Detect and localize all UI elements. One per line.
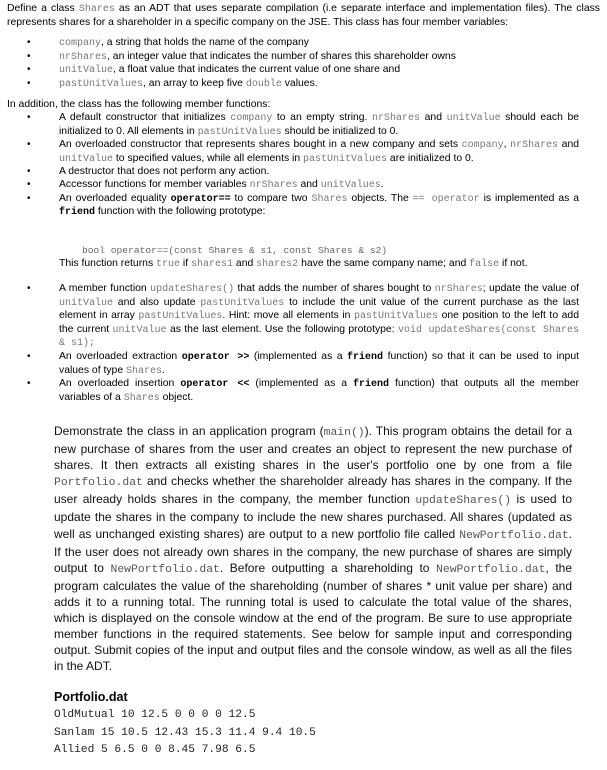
text-run: and xyxy=(297,178,321,190)
text-run: have the same company name; and xyxy=(298,258,470,269)
list-item xyxy=(0,179,607,193)
file-line: Allied 5 6.5 0 0 8.45 7.98 6.5 xyxy=(54,744,256,757)
text-run: A member function xyxy=(59,283,151,294)
text-run: . xyxy=(380,178,384,190)
text-run: (implemented as a xyxy=(249,378,353,390)
text-run: and xyxy=(558,139,580,151)
list-item xyxy=(0,64,607,78)
text-run: one position to the left to add the current xyxy=(59,310,579,335)
code-run: unitValue xyxy=(446,113,501,124)
text-run: . Hint: move all elements in xyxy=(222,310,354,322)
bullet-icon: • xyxy=(27,50,31,62)
text-run: function with the following prototype: xyxy=(95,206,266,218)
code-run: nrShares xyxy=(434,284,483,295)
text-run: function) so that it can be used to input values of type xyxy=(59,350,579,376)
keyword-run: friend xyxy=(59,207,96,219)
member-name: unitValue xyxy=(59,65,114,77)
code-run: == operator xyxy=(412,193,480,205)
keyword-run: operator== xyxy=(170,193,231,205)
equality-prototype: bool operator==(const Shares & s1, const Shares & s2) xyxy=(82,245,388,256)
bullet-icon: • xyxy=(27,139,31,151)
text-run: (implemented as a xyxy=(249,350,348,362)
member-desc: , a float value that indicates the current value of one share and xyxy=(113,64,401,76)
file-line: Sanlam 15 10.5 12.43 15.3 11.4 9.4 10.5 xyxy=(54,726,316,739)
code-run: pastUnitValues xyxy=(138,311,223,323)
member-desc-end: values. xyxy=(281,77,318,89)
text-run: An overloaded extraction xyxy=(59,350,182,362)
code-run: Shares xyxy=(311,193,348,205)
text-run: and also update xyxy=(113,296,201,308)
code-run: true xyxy=(156,259,181,270)
list-item xyxy=(0,166,607,179)
text-run: object. xyxy=(159,391,194,403)
code-run: NewPortfolio.dat xyxy=(436,563,546,576)
intro-text-pre: Define a class xyxy=(7,3,79,14)
text-run: if not. xyxy=(499,258,528,269)
text-run: . Before outputting a shareholding to xyxy=(219,560,437,575)
text-run: A destructor that does not perform any action. xyxy=(59,166,270,178)
text-run: objects. The xyxy=(347,192,413,204)
code-run: updateShares() xyxy=(150,284,235,295)
text-run: should be initialized to 0. xyxy=(281,125,399,137)
text-run: This function returns xyxy=(59,258,157,269)
bullet-icon: • xyxy=(27,178,31,190)
code-run: pastUnitValues xyxy=(303,153,388,165)
member-desc: , a string that holds the name of the company xyxy=(101,37,309,48)
code-run: false xyxy=(469,259,500,270)
text-run: to an empty string. xyxy=(272,112,373,123)
bullet-icon: • xyxy=(27,112,31,123)
text-run: A default constructor that initializes xyxy=(59,112,231,123)
code-run: unitValue xyxy=(59,297,114,309)
bullet-icon: • xyxy=(27,192,31,204)
text-run: to include the unit value of the current purchase as the last element in array xyxy=(59,296,579,322)
list-item xyxy=(0,193,607,220)
list-item xyxy=(0,78,607,92)
code-run: nrShares xyxy=(510,140,559,152)
code-run: updateShares() xyxy=(415,495,512,508)
member-functions-list xyxy=(0,112,607,220)
keyword-run: operator >> xyxy=(181,351,250,363)
code-run: Shares xyxy=(123,392,160,404)
code-run: main() xyxy=(323,427,365,439)
equality-description xyxy=(59,258,579,272)
text-run: should each be initialized to 0. All elements in xyxy=(59,112,580,137)
bullet-icon: • xyxy=(27,64,31,76)
bullet-icon: • xyxy=(27,166,31,178)
intro-text-post: as an ADT that uses separate compilation (i.e separate interface and implementation files). The class represents shares for a shareholder in a specific company on the JSE. This class has four member variables: xyxy=(7,3,600,28)
code-run: void updateShares(const Shares & s1); xyxy=(59,324,579,350)
file-contents xyxy=(54,707,316,760)
bullet-icon: • xyxy=(27,350,31,362)
code-run: nrShares xyxy=(372,113,421,124)
bullet-icon: • xyxy=(27,283,31,294)
text-run: and xyxy=(233,258,257,269)
file-title: Portfolio.dat xyxy=(54,690,128,704)
intro-class-name: Shares xyxy=(78,4,115,15)
keyword-run: friend xyxy=(347,351,384,363)
code-run: unitValue xyxy=(112,324,167,336)
text-run: . If the user does not already own shares in the company, the new purchase of shares are simply output to xyxy=(54,526,572,575)
list-item xyxy=(0,112,607,139)
keyword-run: friend xyxy=(352,379,389,391)
text-run: function) that outputs all the member variables of a xyxy=(59,378,580,403)
code-run: shares2 xyxy=(256,259,299,270)
text-run: as the last element. Use the following prototype: xyxy=(166,323,398,335)
code-run: pastUnitValues xyxy=(200,297,285,309)
member-desc: , an integer value that indicates the number of shares this shareholder owns xyxy=(107,50,456,62)
text-run: that adds the number of shares bought to xyxy=(234,283,435,294)
text-run: . xyxy=(162,364,165,376)
code-run: company xyxy=(230,113,273,124)
code-run: NewPortfolio.dat xyxy=(459,529,569,542)
member-type: double xyxy=(245,78,282,90)
text-run: are initialized to 0. xyxy=(387,152,474,164)
member-name: pastUnitValues xyxy=(59,78,144,90)
list-item xyxy=(0,139,607,166)
text-run: to specified values, while all elements in xyxy=(113,152,304,164)
text-run: An overloaded equality xyxy=(59,192,171,204)
list-item xyxy=(0,283,607,351)
functions-intro: In addition, the class has the following member functions: xyxy=(7,99,271,110)
list-item xyxy=(0,37,607,51)
bullet-icon: • xyxy=(27,378,31,390)
code-run: unitValues xyxy=(320,179,381,191)
member-name: nrShares xyxy=(59,51,108,63)
text-run: to compare two xyxy=(230,192,312,204)
member-variables-list xyxy=(0,37,607,91)
bullet-icon: • xyxy=(27,37,31,48)
bullet-icon: • xyxy=(27,77,31,89)
member-desc: , an array to keep five xyxy=(143,77,246,89)
text-run: , the program calculates the value of the shareholding (number of shares * unit value per share) and adds it to a running total. The running total is used to calculate the total value of the shares, which is displayed on the console window at the end of the program. Be sure to use appropriate member functions in the required statements. See below for sample input and corresponding output. Submit copies of the input and output files and the console window, as well as all the files in the ADT. xyxy=(54,560,572,674)
text-run: and checks whether the shareholder already has shares in the company. If the user already holds shares in the company, the member function xyxy=(54,474,572,507)
code-run: nrShares xyxy=(249,179,298,191)
code-run: pastUnitValues xyxy=(197,126,282,138)
text-run: An overloaded insertion xyxy=(59,378,181,390)
text-run: An overloaded constructor that represents shares bought in a new company and sets xyxy=(59,139,462,151)
code-run: company xyxy=(461,140,504,152)
text-run: and xyxy=(420,112,447,123)
text-run: Demonstrate the class in an application program ( xyxy=(54,424,324,438)
demonstration-paragraph xyxy=(54,423,572,674)
text-run: is used to update the shares in the company to include the new shares purchased. All shares (updated as well as unchanged existing shares) are output to a new portfolio file called xyxy=(54,492,572,541)
list-item xyxy=(0,378,607,405)
text-run: if xyxy=(180,258,192,269)
code-run: pastUnitValues xyxy=(354,311,439,323)
code-run: shares1 xyxy=(191,259,234,270)
text-run: ). This program obtains the detail for a new purchase of shares from the user and creates an object to represent the new purchase of shares. It then extracts all existing shares in the user's portfolio one by one from a file xyxy=(54,424,573,473)
code-run: Shares xyxy=(126,365,163,377)
text-run: ; update the value of xyxy=(482,283,579,294)
code-run: unitValue xyxy=(59,153,114,165)
text-run: Accessor functions for member variables xyxy=(59,178,250,190)
code-run: NewPortfolio.dat xyxy=(110,563,220,576)
text-run: is implemented as a xyxy=(479,192,579,204)
member-functions-list-continued xyxy=(0,283,607,405)
text-run: , xyxy=(503,139,511,151)
intro-paragraph xyxy=(7,3,600,29)
list-item xyxy=(0,51,607,65)
code-run: Portfolio.dat xyxy=(54,477,143,490)
file-line: OldMutual 10 12.5 0 0 0 0 12.5 xyxy=(54,709,256,721)
member-name: company xyxy=(59,38,102,49)
keyword-run: operator << xyxy=(180,379,250,391)
list-item xyxy=(0,351,607,378)
